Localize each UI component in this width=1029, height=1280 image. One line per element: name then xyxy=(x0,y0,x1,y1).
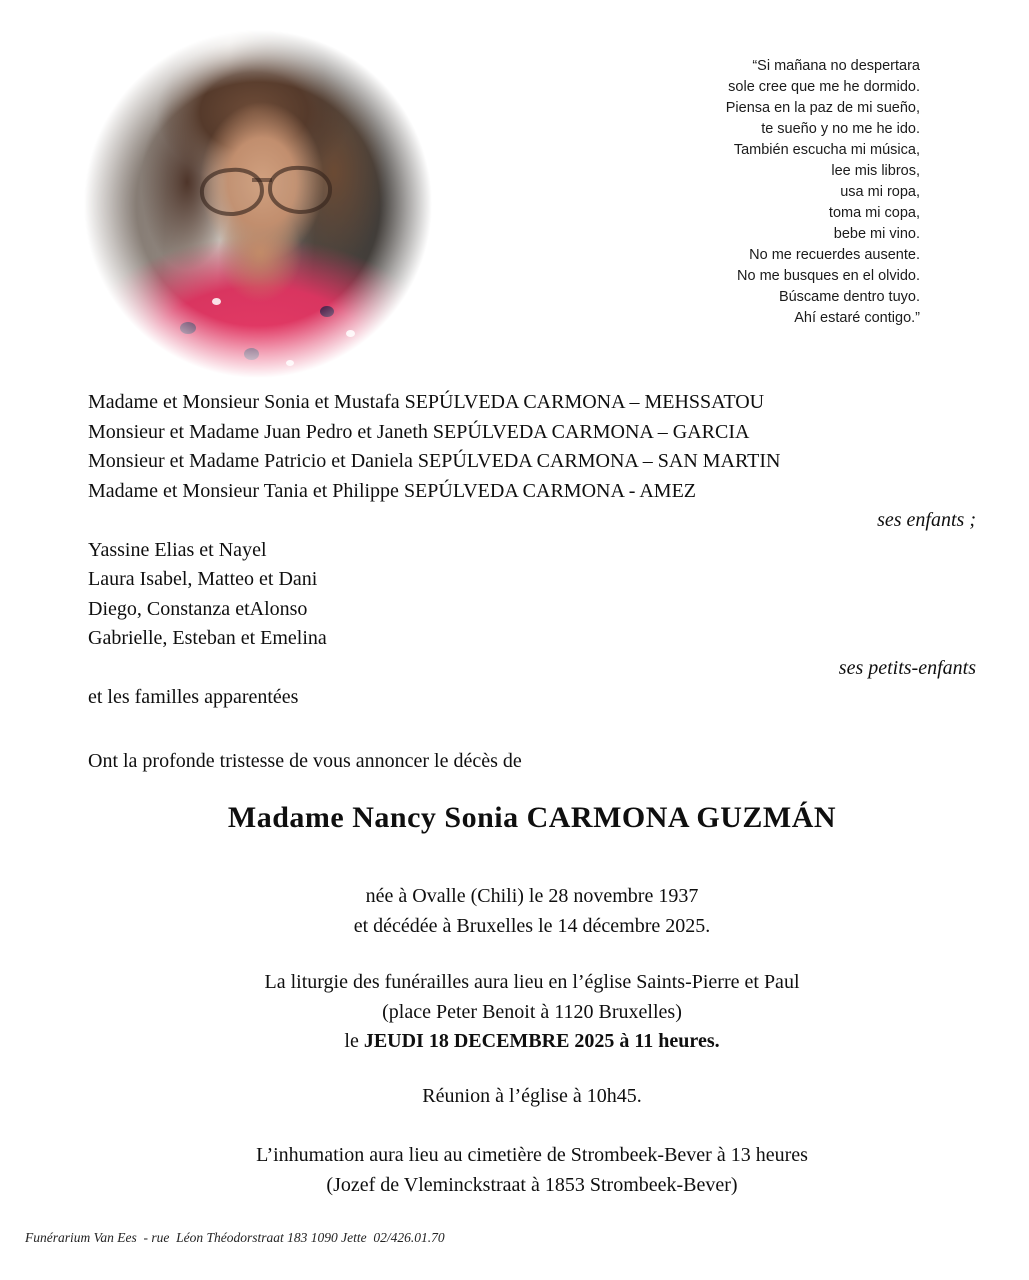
glasses-bridge xyxy=(252,178,272,182)
poem-line: lee mis libros, xyxy=(831,163,920,179)
death-line: et décédée à Bruxelles le 14 décembre 2025. xyxy=(353,914,711,937)
blouse-pattern-spot xyxy=(346,330,355,337)
poem-line: También escucha mi música, xyxy=(733,142,920,158)
poem-line: sole cree que me he dormido. xyxy=(728,79,920,95)
blouse-pattern-spot xyxy=(244,348,259,360)
liturgy-line-1: La liturgie des funérailles aura lieu en l’église Saints-Pierre et Paul xyxy=(264,971,800,993)
glasses-left-lens xyxy=(198,166,265,218)
date-prefix: le xyxy=(344,1030,364,1052)
grandchildren-line: Laura Isabel, Matteo et Dani xyxy=(88,568,318,590)
grandchildren-line: Gabrielle, Esteban et Emelina xyxy=(88,627,327,649)
blouse-pattern-spot xyxy=(212,298,221,305)
poem-line: toma mi copa, xyxy=(828,205,920,221)
meeting-line: Réunion à l’église à 10h45. xyxy=(422,1084,642,1107)
poem-line: te sueño y no me he ido. xyxy=(761,121,920,137)
deceased-name: Madame Nancy Sonia CARMONA GUZMÁN xyxy=(227,801,837,834)
birth-line: née à Ovalle (Chili) le 28 novembre 1937 xyxy=(365,885,699,907)
blouse-pattern-spot xyxy=(320,306,334,317)
poem-line: Piensa en la paz de mi sueño, xyxy=(725,100,920,116)
portrait-photo xyxy=(84,30,432,378)
children-line: Monsieur et Madame Patricio et Daniela SEPÚLVEDA CARMONA – SAN MARTIN xyxy=(88,450,781,472)
grandchildren-line: Diego, Constanza etAlonso xyxy=(88,597,308,620)
poem-line: No me busques en el olvido. xyxy=(737,268,920,284)
glasses-right-lens xyxy=(267,164,333,215)
blouse-pattern-spot xyxy=(286,360,294,366)
liturgy-line-2: (place Peter Benoit à 1120 Bruxelles) xyxy=(382,1000,682,1023)
poem-line: “Si mañana no despertara xyxy=(752,58,920,74)
funeral-home-footer: Funérarium Van Ees - rue Léon Théodorstraat 183 1090 Jette 02/426.01.70 xyxy=(25,1230,445,1245)
poem-line: Búscame dentro tuyo. xyxy=(778,289,920,305)
announcement-body xyxy=(88,388,976,1200)
memorial-poem xyxy=(726,56,920,329)
poem-line: usa mi ropa, xyxy=(840,184,920,200)
related-families-line: et les familles apparentées xyxy=(88,686,299,708)
burial-line-1: L’inhumation aura lieu au cimetière de Strombeek-Bever à 13 heures xyxy=(256,1144,808,1166)
date-bold: JEUDI 18 DECEMBRE 2025 à 11 heures. xyxy=(363,1030,720,1052)
poem-line: bebe mi vino. xyxy=(833,226,920,242)
grandchildren-line: Yassine Elias et Nayel xyxy=(88,538,267,561)
grandchildren-caption: ses petits-enfants xyxy=(838,656,976,679)
children-line: Monsieur et Madame Juan Pedro et Janeth SEPÚLVEDA CARMONA – GARCIA xyxy=(88,420,750,443)
poem-line: Ahí estaré contigo.” xyxy=(794,310,920,326)
poem-line: No me recuerdes ausente. xyxy=(749,247,920,263)
children-line: Madame et Monsieur Sonia et Mustafa SEPÚLVEDA CARMONA – MEHSSATOU xyxy=(88,391,765,413)
blouse-pattern-spot xyxy=(180,322,196,334)
burial-line-2: (Jozef de Vleminckstraat à 1853 Strombeek-Bever) xyxy=(326,1173,738,1196)
children-caption: ses enfants ; xyxy=(877,509,976,531)
funeral-date-line xyxy=(88,1027,976,1057)
announcement-intro: Ont la profonde tristesse de vous annoncer le décès de xyxy=(88,749,522,772)
children-line: Madame et Monsieur Tania et Philippe SEPÚLVEDA CARMONA - AMEZ xyxy=(88,479,697,502)
